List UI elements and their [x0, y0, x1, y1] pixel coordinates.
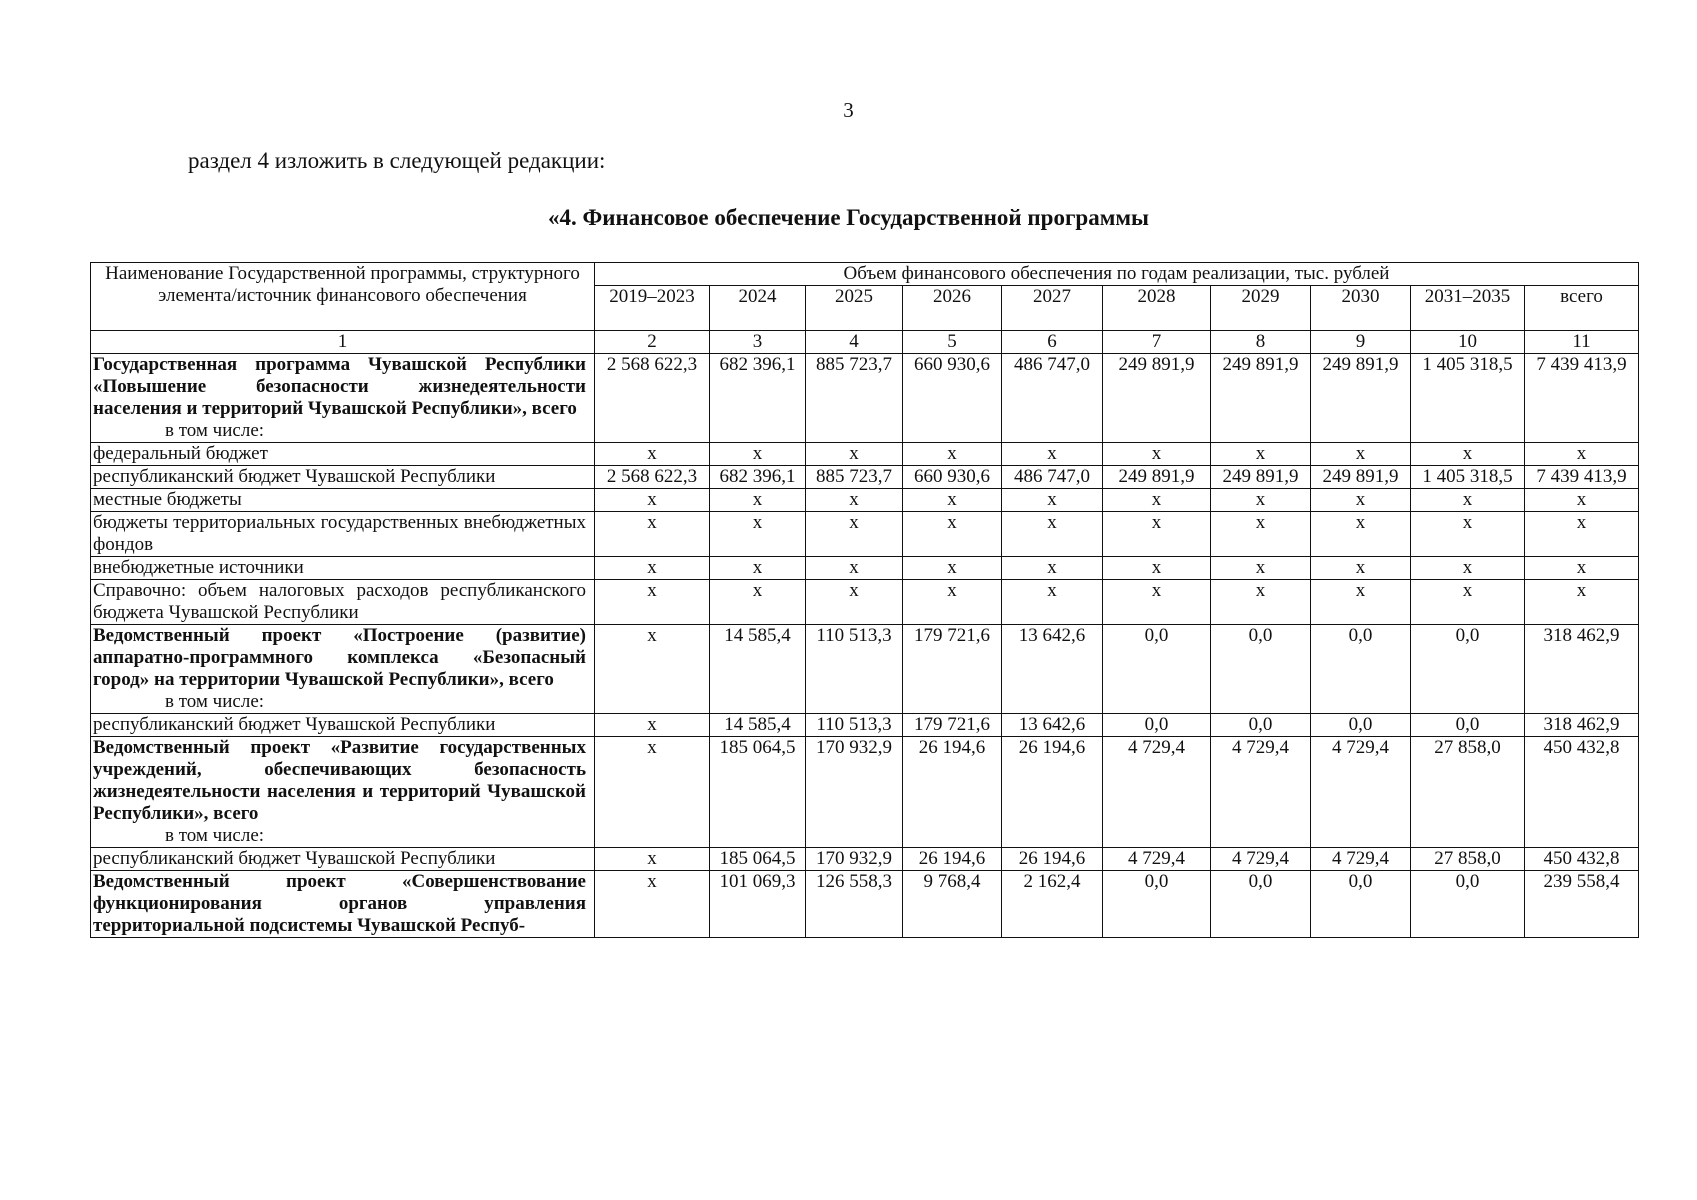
value-cell: х	[1311, 557, 1411, 580]
value-cell: 13 642,6	[1002, 714, 1103, 737]
row-name	[91, 625, 595, 714]
value-cell: х	[1211, 489, 1311, 512]
row-name	[91, 737, 595, 848]
table-row	[91, 466, 1639, 489]
row-name-text: бюджеты территориальных государственных внебюджетных фондов	[93, 512, 586, 555]
value-cell: 682 396,1	[710, 354, 806, 443]
value-cell: х	[1211, 580, 1311, 625]
value-cell: 2 568 622,3	[595, 466, 710, 489]
value-cell: 0,0	[1311, 625, 1411, 714]
value-cell: х	[710, 580, 806, 625]
row-name	[91, 848, 595, 871]
table-row	[91, 580, 1639, 625]
value-cell: х	[595, 737, 710, 848]
value-cell: 450 432,8	[1525, 848, 1639, 871]
row-name	[91, 557, 595, 580]
value-cell: х	[710, 512, 806, 557]
year-header: 2025	[806, 286, 903, 331]
value-cell: х	[806, 489, 903, 512]
intro-text: раздел 4 изложить в следующей редакции:	[188, 148, 606, 173]
value-cell: 26 194,6	[1002, 848, 1103, 871]
value-cell: х	[595, 714, 710, 737]
value-cell: х	[1002, 489, 1103, 512]
column-index: 10	[1411, 331, 1525, 354]
table-row	[91, 737, 1639, 848]
value-cell: 0,0	[1103, 714, 1211, 737]
column-index: 7	[1103, 331, 1211, 354]
value-cell: 126 558,3	[806, 871, 903, 938]
year-header: 2031–2035	[1411, 286, 1525, 331]
value-cell: х	[1103, 512, 1211, 557]
value-cell: х	[595, 625, 710, 714]
value-cell: 0,0	[1411, 714, 1525, 737]
value-cell: 14 585,4	[710, 714, 806, 737]
value-cell: х	[595, 580, 710, 625]
value-cell: 4 729,4	[1103, 848, 1211, 871]
value-cell: х	[1411, 580, 1525, 625]
value-cell: 660 930,6	[903, 466, 1002, 489]
value-cell: х	[1311, 443, 1411, 466]
value-cell: х	[1525, 580, 1639, 625]
column-index: 11	[1525, 331, 1639, 354]
row-name-text: республиканский бюджет Чувашской Республики	[93, 466, 496, 487]
row-name	[91, 443, 595, 466]
value-cell: х	[710, 557, 806, 580]
value-cell: 185 064,5	[710, 848, 806, 871]
table-row	[91, 354, 1639, 443]
value-cell: 249 891,9	[1311, 466, 1411, 489]
value-cell: 7 439 413,9	[1525, 466, 1639, 489]
year-header: 2024	[710, 286, 806, 331]
value-cell: 249 891,9	[1211, 354, 1311, 443]
value-cell: х	[1411, 512, 1525, 557]
value-cell: х	[1002, 580, 1103, 625]
value-cell: х	[903, 443, 1002, 466]
value-cell: 13 642,6	[1002, 625, 1103, 714]
value-cell: х	[710, 443, 806, 466]
value-cell: 110 513,3	[806, 714, 903, 737]
row-name	[91, 354, 595, 443]
value-cell: х	[1525, 489, 1639, 512]
row-name-text: республиканский бюджет Чувашской Республики	[93, 714, 496, 735]
row-name-text: Ведомственный проект «Построение (развитие) аппаратно-программного комплекса «Безопасный город» на территории Чувашской Республики», всего	[93, 625, 586, 690]
value-cell: х	[710, 489, 806, 512]
row-name	[91, 512, 595, 557]
value-cell: х	[1311, 489, 1411, 512]
row-subcaption: в том числе:	[165, 420, 265, 441]
table-row	[91, 871, 1639, 938]
year-header: 2030	[1311, 286, 1411, 331]
value-cell: 486 747,0	[1002, 354, 1103, 443]
table-row	[91, 489, 1639, 512]
year-header: всего	[1525, 286, 1639, 331]
value-cell: х	[1311, 580, 1411, 625]
row-name	[91, 871, 595, 938]
value-cell: х	[903, 557, 1002, 580]
value-cell: х	[1525, 512, 1639, 557]
value-cell: 2 162,4	[1002, 871, 1103, 938]
value-cell: 4 729,4	[1211, 848, 1311, 871]
value-cell: 0,0	[1211, 871, 1311, 938]
row-name	[91, 466, 595, 489]
row-subcaption: в том числе:	[165, 825, 265, 846]
table-row	[91, 714, 1639, 737]
page-number: 3	[843, 98, 854, 122]
row-name	[91, 489, 595, 512]
value-cell: 26 194,6	[903, 848, 1002, 871]
value-cell: х	[1002, 443, 1103, 466]
value-cell: 2 568 622,3	[595, 354, 710, 443]
row-name-text: Государственная программа Чувашской Республики «Повышение безопасности жизнедеятельности населения и территорий Чувашской Республики», всего	[93, 354, 586, 419]
value-cell: 249 891,9	[1311, 354, 1411, 443]
value-cell: х	[1002, 557, 1103, 580]
year-header: 2019–2023	[595, 286, 710, 331]
value-cell: 249 891,9	[1103, 466, 1211, 489]
value-cell: 318 462,9	[1525, 625, 1639, 714]
value-cell: 9 768,4	[903, 871, 1002, 938]
value-cell: 4 729,4	[1211, 737, 1311, 848]
value-cell: 179 721,6	[903, 714, 1002, 737]
section-heading: «4. Финансовое обеспечение Государственной программы	[548, 205, 1149, 230]
value-cell: 4 729,4	[1103, 737, 1211, 848]
value-cell: х	[903, 489, 1002, 512]
value-cell: 27 858,0	[1411, 737, 1525, 848]
column-index: 5	[903, 331, 1002, 354]
value-cell: 0,0	[1311, 871, 1411, 938]
column-index: 3	[710, 331, 806, 354]
value-cell: х	[595, 512, 710, 557]
year-header: 2029	[1211, 286, 1311, 331]
value-cell: 0,0	[1211, 625, 1311, 714]
year-header: 2028	[1103, 286, 1211, 331]
value-cell: 4 729,4	[1311, 737, 1411, 848]
value-cell: х	[1411, 557, 1525, 580]
value-cell: 239 558,4	[1525, 871, 1639, 938]
value-cell: х	[1411, 443, 1525, 466]
value-cell: 26 194,6	[1002, 737, 1103, 848]
value-cell: х	[1211, 557, 1311, 580]
value-cell: 4 729,4	[1311, 848, 1411, 871]
row-name-text: Справочно: объем налоговых расходов республиканского бюджета Чувашской Республики	[93, 580, 586, 623]
value-cell: 179 721,6	[903, 625, 1002, 714]
table-row	[91, 848, 1639, 871]
value-cell: 170 932,9	[806, 848, 903, 871]
value-cell: 682 396,1	[710, 466, 806, 489]
value-cell: 0,0	[1211, 714, 1311, 737]
value-cell: 101 069,3	[710, 871, 806, 938]
value-cell: х	[595, 489, 710, 512]
value-cell: х	[1525, 443, 1639, 466]
column-index: 2	[595, 331, 710, 354]
value-cell: 450 432,8	[1525, 737, 1639, 848]
value-cell: х	[903, 580, 1002, 625]
value-cell: х	[1211, 512, 1311, 557]
value-cell: х	[1411, 489, 1525, 512]
row-name-text: внебюджетные источники	[93, 557, 304, 578]
value-cell: х	[806, 443, 903, 466]
table-row	[91, 443, 1639, 466]
value-cell: 249 891,9	[1211, 466, 1311, 489]
value-cell: х	[903, 512, 1002, 557]
value-cell: 185 064,5	[710, 737, 806, 848]
value-cell: 0,0	[1103, 625, 1211, 714]
column-index: 6	[1002, 331, 1103, 354]
value-cell: 14 585,4	[710, 625, 806, 714]
value-cell: х	[595, 557, 710, 580]
financing-table	[90, 262, 1639, 938]
row-name-text: республиканский бюджет Чувашской Республики	[93, 848, 496, 869]
value-cell: 27 858,0	[1411, 848, 1525, 871]
value-cell: х	[1525, 557, 1639, 580]
row-subcaption: в том числе:	[165, 691, 265, 712]
value-cell: 318 462,9	[1525, 714, 1639, 737]
year-header: 2027	[1002, 286, 1103, 331]
value-cell: 1 405 318,5	[1411, 354, 1525, 443]
value-cell: 885 723,7	[806, 354, 903, 443]
value-cell: 486 747,0	[1002, 466, 1103, 489]
year-header: 2026	[903, 286, 1002, 331]
value-cell: х	[1103, 443, 1211, 466]
value-cell: х	[1311, 512, 1411, 557]
value-cell: х	[595, 443, 710, 466]
row-name-text: Ведомственный проект «Развитие государственных учреждений, обеспечивающих безопасность жизнедеятельности населения и территорий Чувашской Республики», всего	[93, 737, 586, 824]
column-header-name: Наименование Государственной программы, структурного элемента/источник финансового обеспечения	[91, 263, 595, 331]
value-cell: х	[1002, 512, 1103, 557]
value-cell: 110 513,3	[806, 625, 903, 714]
table-row	[91, 625, 1639, 714]
row-name	[91, 580, 595, 625]
column-index: 1	[91, 331, 595, 354]
value-cell: х	[1103, 580, 1211, 625]
value-cell: х	[595, 848, 710, 871]
column-index: 4	[806, 331, 903, 354]
column-index: 9	[1311, 331, 1411, 354]
value-cell: 0,0	[1411, 871, 1525, 938]
value-cell: 885 723,7	[806, 466, 903, 489]
row-name	[91, 714, 595, 737]
value-cell: 1 405 318,5	[1411, 466, 1525, 489]
value-cell: 249 891,9	[1103, 354, 1211, 443]
value-cell: 0,0	[1311, 714, 1411, 737]
value-cell: 660 930,6	[903, 354, 1002, 443]
column-index: 8	[1211, 331, 1311, 354]
table-row	[91, 512, 1639, 557]
value-cell: х	[1103, 557, 1211, 580]
value-cell: 0,0	[1411, 625, 1525, 714]
row-name-text: Ведомственный проект «Совершенствование функционирования органов управления территориальной подсистемы Чувашской Респуб-	[93, 871, 586, 936]
row-name-text: федеральный бюджет	[93, 443, 268, 464]
value-cell: 0,0	[1103, 871, 1211, 938]
value-cell: х	[595, 871, 710, 938]
value-cell: 26 194,6	[903, 737, 1002, 848]
value-cell: х	[806, 580, 903, 625]
row-name-text: местные бюджеты	[93, 489, 242, 510]
value-cell: х	[806, 557, 903, 580]
value-cell: 7 439 413,9	[1525, 354, 1639, 443]
column-group-header: Объем финансового обеспечения по годам реализации, тыс. рублей	[595, 263, 1639, 286]
value-cell: 170 932,9	[806, 737, 903, 848]
table-row	[91, 557, 1639, 580]
value-cell: х	[1211, 443, 1311, 466]
value-cell: х	[1103, 489, 1211, 512]
value-cell: х	[806, 512, 903, 557]
